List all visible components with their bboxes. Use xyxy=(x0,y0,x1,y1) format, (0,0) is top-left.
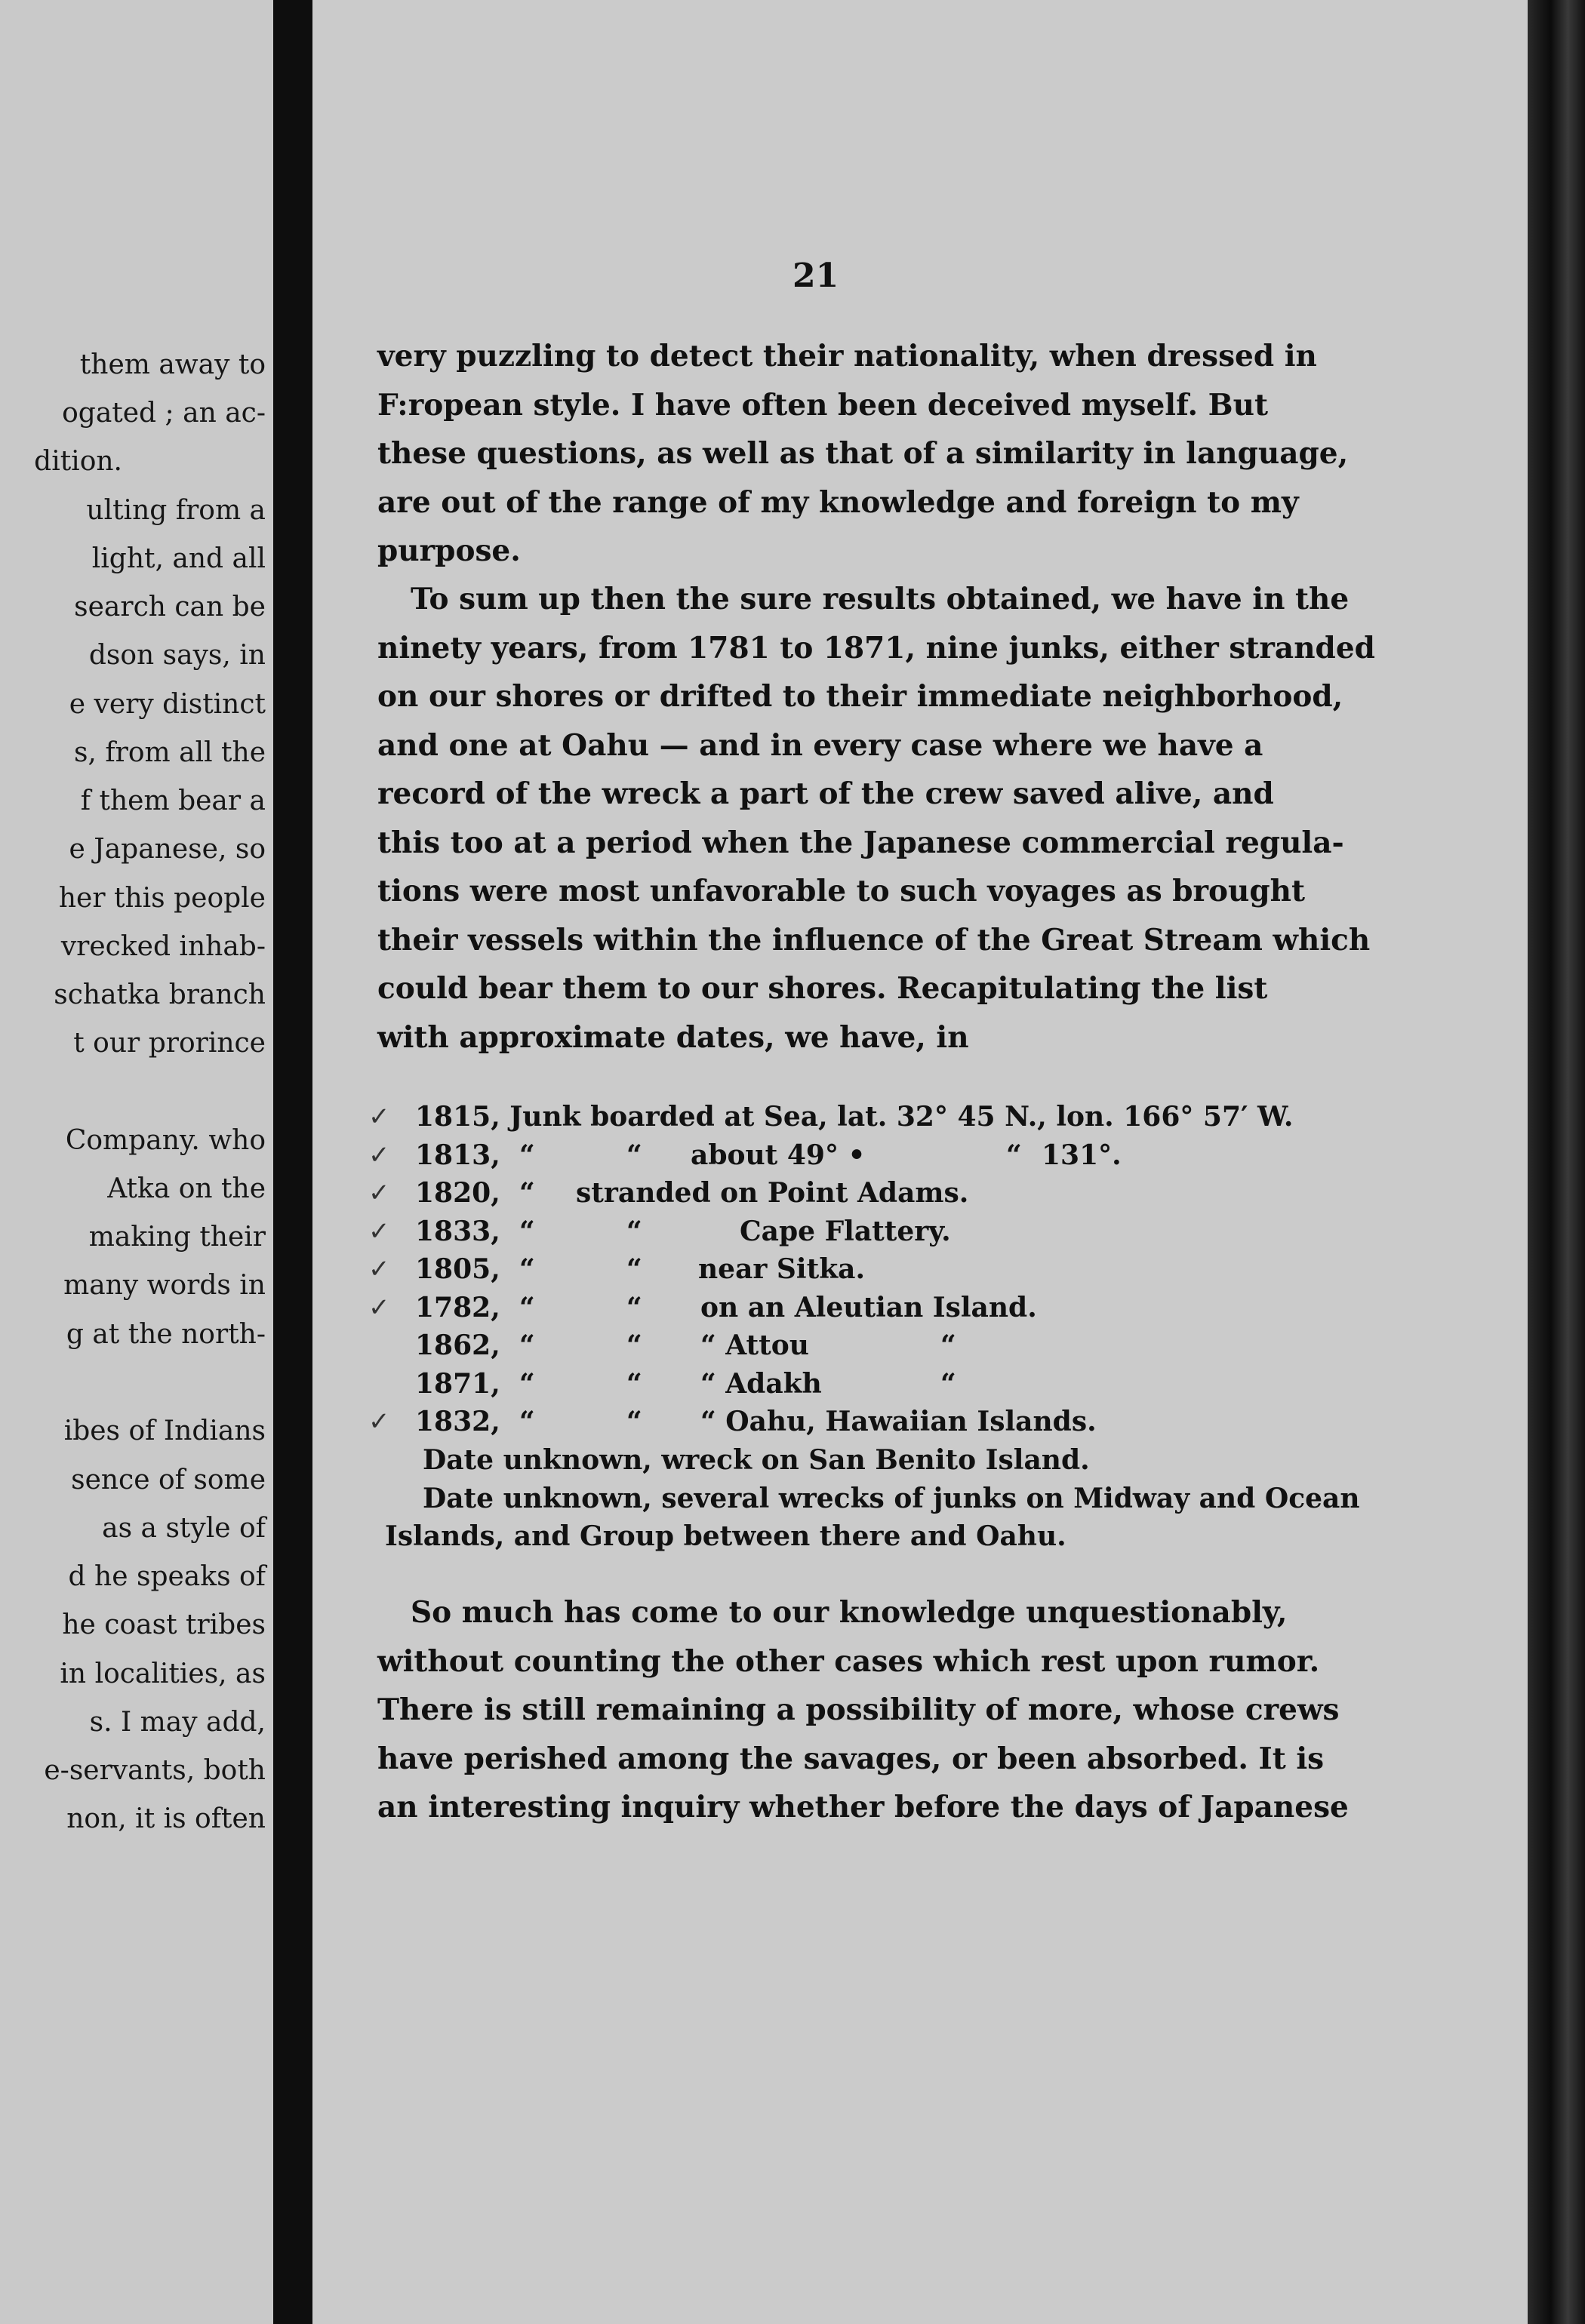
text-line: and one at Oahu — and in every case where we have a xyxy=(377,727,1263,763)
ditto-mark: “ xyxy=(519,1367,535,1400)
checkmark-icon: ✓ xyxy=(368,1102,390,1132)
left-line: Atka on the xyxy=(107,1173,266,1204)
text-line: these questions, as well as that of a similarity in language, xyxy=(377,436,1349,471)
text-line: Islands, and Group between there and Oahu. xyxy=(385,1520,1066,1552)
left-line: as a style of xyxy=(102,1513,266,1544)
list-year: 1813, xyxy=(415,1139,500,1171)
left-line: ulting from a xyxy=(86,495,266,526)
ditto-mark: “ xyxy=(626,1330,642,1361)
list-value: 131°. xyxy=(1042,1139,1122,1171)
checkmark-icon: ✓ xyxy=(368,1406,390,1437)
text-line: without counting the other cases which rest upon rumor. xyxy=(377,1643,1320,1679)
list-item xyxy=(368,1098,1313,1136)
left-line: e-servants, both xyxy=(44,1755,266,1786)
list-year: 1871, xyxy=(415,1367,500,1400)
text-line: record of the wreck a part of the crew saved alive, and xyxy=(377,776,1274,811)
text-line: are out of the range of my knowledge and foreign to my xyxy=(377,484,1299,520)
junk-list xyxy=(368,1098,1313,1441)
list-item xyxy=(368,1174,1313,1213)
left-line: s. I may add, xyxy=(89,1707,266,1738)
paragraph-1 xyxy=(377,332,1349,576)
list-year: 1782, xyxy=(415,1291,500,1323)
list-year: 1820, xyxy=(415,1177,500,1209)
left-line: ogated ; an ac- xyxy=(62,398,266,429)
text-line: To sum up then the sure results obtained, we have in the xyxy=(411,582,1350,616)
left-line: vrecked inhab- xyxy=(60,931,266,962)
list-item-text: about 49° • xyxy=(691,1139,866,1171)
text-line: Date unknown, wreck on San Benito Island. xyxy=(423,1444,1090,1476)
list-item-text: “ Oahu, Hawaiian Islands. xyxy=(700,1406,1097,1437)
list-item xyxy=(368,1250,1313,1289)
text-line: F:ropean style. I have often been deceived myself. But xyxy=(377,387,1268,423)
checkmark-icon: ✓ xyxy=(368,1292,390,1323)
left-line: he coast tribes xyxy=(62,1609,266,1640)
list-item xyxy=(368,1213,1313,1251)
left-line: making their xyxy=(88,1222,266,1253)
text-line: this too at a period when the Japanese commercial regula- xyxy=(377,825,1344,860)
list-item xyxy=(368,1403,1313,1441)
left-line: e Japanese, so xyxy=(69,834,266,865)
ditto-mark: “ xyxy=(1006,1139,1022,1171)
list-year: 1833, xyxy=(415,1215,500,1247)
left-page-fragment xyxy=(0,0,273,2324)
paragraph-2 xyxy=(377,575,1375,1062)
left-line: non, it is often xyxy=(66,1803,266,1834)
left-line: d he speaks of xyxy=(68,1561,266,1592)
paragraph-3 xyxy=(377,1588,1349,1832)
left-line: many words in xyxy=(63,1270,266,1301)
ditto-mark: “ xyxy=(519,1215,535,1247)
ditto-mark: “ xyxy=(519,1139,535,1171)
left-line: dition. xyxy=(34,446,122,477)
ditto-mark: “ xyxy=(519,1291,535,1323)
ditto-mark: “ xyxy=(519,1406,535,1437)
checkmark-icon: ✓ xyxy=(368,1139,390,1170)
list-year: 1832, xyxy=(415,1406,500,1437)
ditto-mark: “ xyxy=(626,1291,642,1323)
list-item-text: near Sitka. xyxy=(698,1253,866,1285)
book-gutter xyxy=(273,0,312,2324)
ditto-mark: “ xyxy=(940,1367,956,1400)
left-line: Company. who xyxy=(65,1125,266,1156)
ditto-mark: “ xyxy=(626,1406,642,1437)
list-item-text: Cape Flattery. xyxy=(740,1215,951,1247)
left-line: g at the north- xyxy=(66,1319,266,1350)
text-line: There is still remaining a possibility of more, whose crews xyxy=(377,1692,1340,1727)
text-line: very puzzling to detect their nationality, when dressed in xyxy=(377,339,1317,374)
date-unknown-entries xyxy=(385,1441,1360,1556)
ditto-mark: “ xyxy=(626,1367,642,1400)
checkmark-icon: ✓ xyxy=(368,1254,390,1284)
left-line: them away to xyxy=(79,349,266,380)
list-item-text: on an Aleutian Island. xyxy=(700,1291,1037,1323)
ditto-mark: “ xyxy=(626,1139,642,1171)
book-edge xyxy=(1528,0,1585,2324)
left-line: in localities, as xyxy=(60,1658,266,1689)
ditto-mark: “ xyxy=(626,1253,642,1285)
left-line: search can be xyxy=(74,592,266,622)
left-line: e very distinct xyxy=(69,689,266,720)
left-line: s, from all the xyxy=(73,737,266,768)
list-item xyxy=(377,1326,1313,1365)
list-item xyxy=(377,1365,1313,1403)
text-line: with approximate dates, we have, in xyxy=(377,1019,969,1055)
left-line: f them bear a xyxy=(80,785,266,816)
checkmark-icon: ✓ xyxy=(368,1216,390,1247)
text-line: purpose. xyxy=(377,533,521,568)
list-item-text: “ Adakh xyxy=(700,1367,822,1400)
text-line: an interesting inquiry whether before the days of Japanese xyxy=(377,1790,1349,1824)
list-item-text: “ Attou xyxy=(700,1330,809,1361)
text-line: ninety years, from 1781 to 1871, nine junks, either stranded xyxy=(377,630,1375,666)
text-line: Date unknown, several wrecks of junks on Midway and Ocean xyxy=(423,1482,1360,1514)
ditto-mark: “ xyxy=(519,1177,535,1209)
text-line: on our shores or drifted to their immediate neighborhood, xyxy=(377,679,1343,714)
text-line: tions were most unfavorable to such voyages as brought xyxy=(377,874,1306,908)
ditto-mark: “ xyxy=(940,1330,956,1361)
text-line: their vessels within the influence of the Great Stream which xyxy=(377,922,1371,958)
checkmark-icon: ✓ xyxy=(368,1178,390,1208)
list-item xyxy=(368,1289,1313,1327)
left-line: t our prorince xyxy=(73,1028,266,1059)
ditto-mark: “ xyxy=(626,1215,642,1247)
text-line: could bear them to our shores. Recapitulating the list xyxy=(377,971,1268,1006)
left-line: her this people xyxy=(58,883,266,914)
left-line: light, and all xyxy=(91,543,266,574)
list-year: 1862, xyxy=(415,1330,500,1361)
left-line: schatka branch xyxy=(54,979,266,1010)
list-year: 1805, xyxy=(415,1253,500,1285)
left-line: sence of some xyxy=(71,1465,266,1496)
text-line: have perished among the savages, or been absorbed. It is xyxy=(377,1741,1325,1776)
list-item-text: stranded on Point Adams. xyxy=(576,1177,969,1209)
ditto-mark: “ xyxy=(519,1253,535,1285)
list-item-text: 1815, Junk boarded at Sea, lat. 32° 45 N., lon. 166° 57′ W. xyxy=(415,1101,1294,1133)
ditto-mark: “ xyxy=(519,1330,535,1361)
text-line: So much has come to our knowledge unquestionably, xyxy=(411,1595,1288,1630)
list-item xyxy=(368,1136,1313,1175)
left-line: dson says, in xyxy=(88,640,266,671)
page-number: 21 xyxy=(792,257,839,295)
left-line: ibes of Indians xyxy=(63,1416,266,1446)
